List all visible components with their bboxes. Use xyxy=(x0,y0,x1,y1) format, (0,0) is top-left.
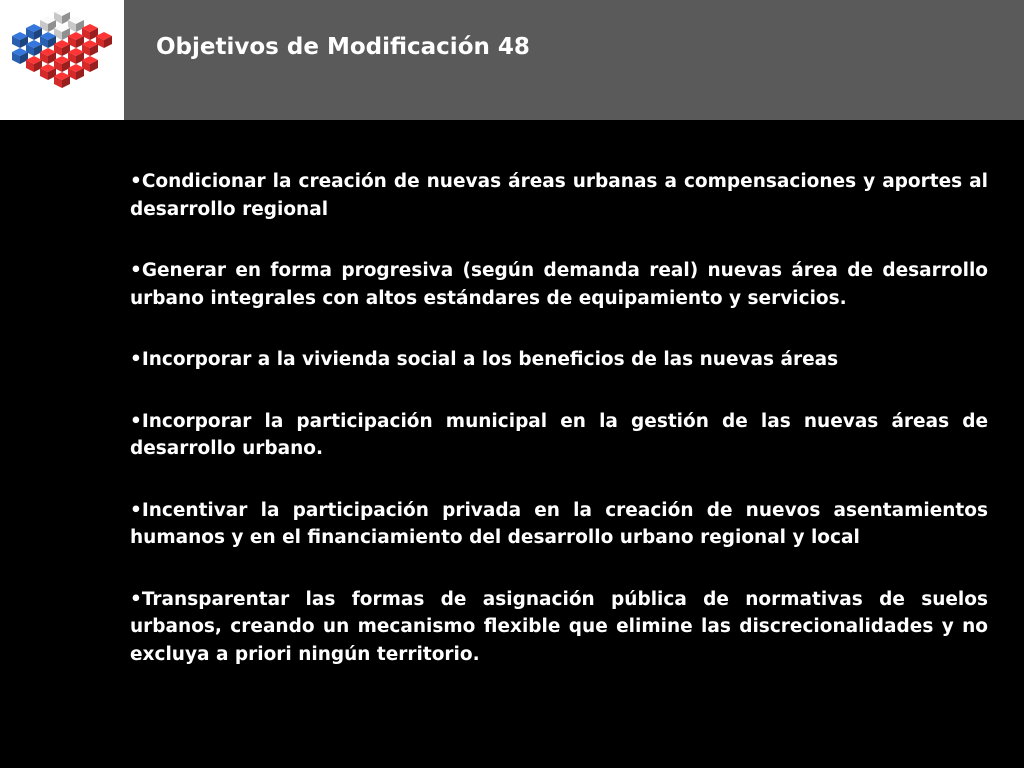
bullet-glyph: • xyxy=(130,171,142,192)
bullet-item xyxy=(130,497,988,552)
logo-cube xyxy=(82,40,98,56)
logo-cube xyxy=(12,32,28,48)
logo-cube xyxy=(68,64,84,80)
bullet-glyph: • xyxy=(130,349,142,370)
logo-cube xyxy=(54,40,70,56)
bullet-item xyxy=(130,408,988,463)
logo-cube xyxy=(68,32,84,48)
logo-cube xyxy=(26,56,42,72)
logo-cube xyxy=(54,24,70,40)
bullet-text: Transparentar las formas de asignación pública de normativas de suelos urbanos, creando un mecanismo flexible que elimine las discrecionalidades y no excluya a priori ningún territorio. xyxy=(130,588,988,665)
logo-cube xyxy=(40,16,56,32)
bullet-glyph: • xyxy=(130,410,142,432)
bullet-item xyxy=(130,168,988,223)
bullet-text: Generar en forma progresiva (según demanda real) nuevas área de desarrollo urbano integrales con altos estándares de equipamiento y servicios. xyxy=(130,260,988,309)
bullet-text: Incorporar a la vivienda social a los beneficios de las nuevas áreas xyxy=(141,349,839,370)
logo-cube xyxy=(82,56,98,72)
logo-cube xyxy=(68,16,84,32)
logo-cube xyxy=(40,64,56,80)
logo-cube xyxy=(96,32,112,48)
logo-cube xyxy=(54,72,70,88)
logo-cube xyxy=(68,48,84,64)
bullet-glyph: • xyxy=(130,588,142,610)
logo-cube xyxy=(54,8,70,24)
logo-cube xyxy=(26,24,42,40)
bullet-item xyxy=(130,257,988,312)
logo-cube xyxy=(26,40,42,56)
bullet-glyph: • xyxy=(130,499,142,521)
slide-title: Objetivos de Modificación 48 xyxy=(156,34,530,60)
bullet-list xyxy=(130,168,988,702)
logo-cube xyxy=(54,56,70,72)
logo-cube xyxy=(40,32,56,48)
bullet-text: Condicionar la creación de nuevas áreas urbanas a compensaciones y aportes al desarrollo regional xyxy=(130,171,988,220)
stacked-cubes-logo-icon xyxy=(0,0,124,120)
bullet-text: Incorporar la participación municipal en la gestión de las nuevas áreas de desarrollo urbano. xyxy=(130,410,988,459)
bullet-item xyxy=(130,346,988,374)
bullet-item xyxy=(130,586,988,669)
logo xyxy=(0,0,124,120)
bullet-glyph: • xyxy=(130,260,142,281)
bullet-text: Incentivar la participación privada en la creación de nuevos asentamientos humanos y en el financiamiento del desarrollo urbano regional y local xyxy=(130,499,988,548)
logo-cube xyxy=(82,24,98,40)
logo-cube xyxy=(12,48,28,64)
logo-cube xyxy=(40,48,56,64)
